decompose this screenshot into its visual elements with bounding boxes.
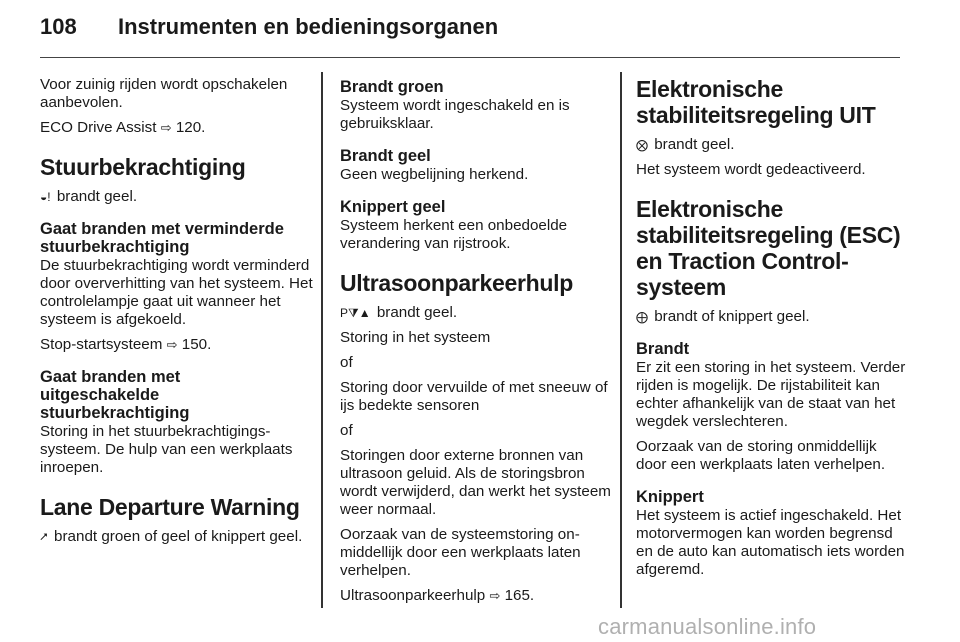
paragraph-of-2: of: [340, 422, 353, 439]
heading-ultrasoonparkeerhulp: Ultrasoonparkeerhulp: [340, 270, 573, 296]
paragraph-oorzaak-esc: Oorzaak van de storing onmiddellijk door een werkplaats laten verhelpen.: [636, 438, 886, 473]
ultra-ref-text: Ultrasoonparkeerhulp: [340, 587, 486, 604]
column-divider-2: [620, 72, 622, 608]
heading-verminderde-stuurbekrachtiging: Gaat branden met verminderde stuurbekrachtiging: [40, 220, 284, 256]
paragraph-stuur-icon: [40, 188, 315, 206]
heading-lane-departure-warning: Lane Departure Warning: [40, 494, 300, 520]
column-1: [40, 76, 315, 553]
heading-brandt-geel: Brandt geel: [340, 147, 431, 165]
heading-esc-uit: Elektronische stabiliteitsregeling UIT: [636, 76, 876, 128]
paragraph-of-1: of: [340, 354, 353, 371]
heading-uitgeschakelde-stuurbekrachtiging: [40, 368, 315, 422]
eco-ref-text: ECO Drive Assist: [40, 119, 157, 136]
arrow-right-icon: ⇨: [489, 588, 501, 603]
paragraph-stopstart-ref: [40, 336, 315, 354]
paragraph-esc-icon: [636, 308, 906, 326]
paragraph-sensoren: Storing door vervuilde of met sneeuw of ijs bedekte sensoren: [340, 379, 608, 414]
paragraph-oorzaak-ultra: Oorzaak van de systeemstoring onmiddellijk door een werkplaats laten verhelpen.: [340, 526, 581, 579]
heading-uitgeschakelde-line-3: stuurbekrachtiging: [40, 404, 190, 422]
column-2: [340, 76, 612, 612]
paragraph-brandt: Er zit een storing in het systeem. Verder rijden is mogelijk. De rijstabiliteit kan echter afhankelijk van de staat van het wegdek verslechteren.: [636, 359, 906, 430]
paragraph-brandt-groen: Systeem wordt ingeschakeld en is gebruiksklaar.: [340, 97, 570, 132]
watermark: carmanualsonline.info: [598, 614, 817, 639]
arrow-right-icon: ⇨: [160, 120, 172, 135]
paragraph-brandt-geel: Geen wegbelijning herkend.: [340, 166, 529, 183]
paragraph-esc-uit-icon: [636, 136, 906, 154]
lane-departure-icon: ⭧: [40, 530, 48, 544]
column-3: [636, 76, 906, 586]
arrow-right-icon: ⇨: [166, 337, 178, 352]
stopstart-ref-page: 150.: [181, 336, 212, 353]
paragraph-esc-uit: Het systeem wordt gedeactiveerd.: [636, 161, 866, 178]
column-divider-1: [321, 72, 323, 608]
header-rule: [40, 57, 900, 58]
heading-stuurbekrachtiging: Stuurbekrachtiging: [40, 154, 246, 180]
heading-uitgeschakelde-line-1: Gaat branden met: [40, 368, 181, 386]
ultra-ref-link[interactable]: [489, 587, 534, 604]
esc-icon-text: brandt of knippert geel.: [654, 308, 810, 325]
stopstart-ref-text: Stop-startsysteem: [40, 336, 163, 353]
paragraph-knippert-geel: Systeem herkent een onbedoelde verandering van rijstrook.: [340, 217, 568, 252]
eco-ref-page: 120.: [175, 119, 206, 136]
paragraph-knippert: Het systeem is actief ingeschakeld. Het motorvermogen kan worden begrensd en de auto kan automatisch iets worden afgeremd.: [636, 507, 905, 578]
heading-uitgeschakelde-line-2: uitgeschakelde: [40, 386, 160, 404]
heading-knippert: Knippert: [636, 488, 704, 506]
stuur-icon-text: brandt geel.: [56, 188, 138, 205]
ultra-icon-text: brandt geel.: [376, 304, 458, 321]
paragraph-extern: Storingen door externe bronnen van ultrasoon geluid. Als de storingsbron wordt verwijderd, dan werkt het systeem weer normaal.: [340, 447, 611, 518]
steering-warning-icon: ◒!: [40, 190, 51, 204]
esc-off-icon: ⨂: [636, 138, 648, 152]
paragraph-eco-ref: [40, 119, 315, 137]
ultra-ref-page: 165.: [504, 587, 535, 604]
parking-sensor-icon: P⧩▲: [340, 306, 371, 320]
paragraph-verminderd: De stuurbekrachtiging wordt verminderd door oververhitting van het systeem. Het controlelampje gaat uit wanneer het systeem is afgekoeld.: [40, 257, 313, 328]
paragraph-lane-icon: [40, 528, 315, 546]
page-title: Instrumenten en bedieningsorganen: [118, 14, 499, 39]
esc-uit-icon-text: brandt geel.: [654, 136, 735, 153]
stopstart-ref-link[interactable]: [167, 336, 212, 353]
esc-icon: ⨁: [636, 310, 648, 324]
heading-knippert-geel: Knippert geel: [340, 198, 446, 216]
paragraph-uitgeschakeld: Storing in het stuurbekrachtigingssysteem. De hulp van een werkplaats inroepen.: [40, 423, 293, 476]
paragraph-ultra-ref: [340, 587, 612, 605]
page-number: 108: [40, 14, 77, 39]
heading-brandt: Brandt: [636, 340, 690, 358]
paragraph-storing: Storing in het systeem: [340, 329, 491, 346]
paragraph-ultra-icon: [340, 304, 612, 322]
eco-ref-link[interactable]: [161, 119, 206, 136]
lane-icon-text: brandt groen of geel of knippert geel.: [54, 528, 303, 545]
heading-esc-traction-control: Elektronische stabiliteitsregeling (ESC) en Traction Control-systeem: [636, 196, 901, 300]
paragraph-eco-intro: Voor zuinig rijden wordt opschakelen aanbevolen.: [40, 76, 288, 111]
heading-brandt-groen: Brandt groen: [340, 78, 444, 96]
